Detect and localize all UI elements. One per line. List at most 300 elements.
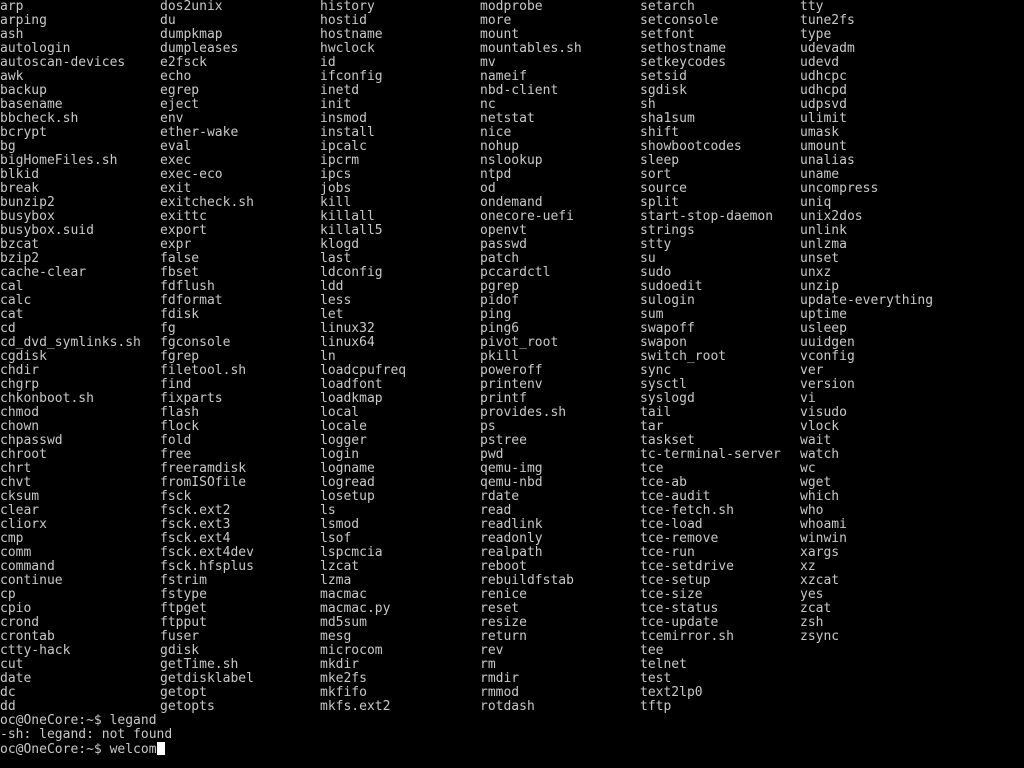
command-entry: pivot_root (480, 335, 559, 350)
command-entry: onecore-uefi (480, 209, 574, 224)
command-entry: fstrim (160, 573, 207, 588)
text-cursor (157, 742, 165, 755)
command-entry: break (0, 181, 40, 196)
command-entry: setsid (640, 69, 687, 84)
command-entry: fsck.ext4 (160, 531, 231, 546)
command-entry: poweroff (480, 363, 543, 378)
command-entry: tce (640, 461, 664, 476)
command-entry: setconsole (640, 13, 719, 28)
command-entry: zsync (800, 629, 840, 644)
command-entry: install (320, 125, 375, 140)
command-entry: cd_dvd_symlinks.sh (0, 335, 141, 350)
command-entry: calc (0, 293, 32, 308)
command-entry: dos2unix (160, 0, 223, 14)
command-entry: od (480, 181, 496, 196)
command-entry: linux64 (320, 335, 375, 350)
command-entry: less (320, 293, 352, 308)
command-entry: echo (160, 69, 192, 84)
command-entry: flash (160, 405, 200, 420)
command-entry: eval (160, 139, 192, 154)
shell-prompt: oc@OneCore:~$ (0, 713, 102, 728)
command-entry: test (640, 671, 672, 686)
command-entry: lsmod (320, 517, 360, 532)
command-entry: lzcat (320, 559, 360, 574)
command-entry: autologin (0, 41, 71, 56)
command-entry: readonly (480, 531, 543, 546)
command-entry: flock (160, 419, 200, 434)
command-entry: local (320, 405, 360, 420)
command-entry: tee (640, 643, 664, 658)
command-entry: inetd (320, 83, 360, 98)
command-entry: exec (160, 153, 192, 168)
command-entry: tce-load (640, 517, 703, 532)
command-entry: ps (480, 419, 496, 434)
command-entry: sysctl (640, 377, 687, 392)
command-entry: mv (480, 55, 496, 70)
command-entry: source (640, 181, 687, 196)
command-entry: free (160, 447, 192, 462)
command-entry: passwd (480, 237, 527, 252)
command-entry: xargs (800, 545, 840, 560)
command-entry: realpath (480, 545, 543, 560)
command-entry: ftpput (160, 615, 207, 630)
command-entry: ping (480, 307, 512, 322)
command-entry: ping6 (480, 321, 520, 336)
command-entry: fgrep (160, 349, 200, 364)
command-entry: unlzma (800, 237, 847, 252)
command-entry: tce-setdrive (640, 559, 734, 574)
command-entry: filetool.sh (160, 363, 247, 378)
command-entry: cmp (0, 531, 24, 546)
command-entry: sgdisk (640, 83, 687, 98)
command-entry: chkonboot.sh (0, 391, 94, 406)
command-entry: sulogin (640, 293, 695, 308)
command-entry: cp (0, 587, 16, 602)
command-entry: cd (0, 321, 16, 336)
command-entry: sudo (640, 265, 672, 280)
command-entry: let (320, 307, 344, 322)
command-entry: jobs (320, 181, 352, 196)
command-entry: nice (480, 125, 512, 140)
command-entry: pidof (480, 293, 520, 308)
command-entry: hostid (320, 13, 367, 28)
command-entry: fstype (160, 587, 207, 602)
command-entry: udevd (800, 55, 840, 70)
error-output-line (0, 728, 172, 742)
command-entry: setfont (640, 27, 695, 42)
command-entry: reset (480, 601, 520, 616)
command-entry: tce-ab (640, 475, 687, 490)
command-entry: fg (160, 321, 176, 336)
command-entry: ipcalc (320, 139, 367, 154)
command-entry: tftp (640, 699, 672, 714)
command-entry: ifconfig (320, 69, 383, 84)
command-entry: logread (320, 475, 375, 490)
command-entry: unlink (800, 223, 847, 238)
command-entry: busybox.suid (0, 223, 94, 238)
command-entry: rmdir (480, 671, 520, 686)
command-entry: vlock (800, 419, 840, 434)
command-entry: comm (0, 545, 32, 560)
command-entry: pccardctl (480, 265, 551, 280)
command-entry: cliorx (0, 517, 47, 532)
command-entry: chvt (0, 475, 32, 490)
command-entry: split (640, 195, 680, 210)
command-entry: winwin (800, 531, 847, 546)
command-entry: wc (800, 461, 816, 476)
command-entry: nslookup (480, 153, 543, 168)
command-entry: udpsvd (800, 97, 847, 112)
command-entry: tcemirror.sh (640, 629, 734, 644)
command-entry: switch_root (640, 349, 727, 364)
command-entry: fdformat (160, 293, 223, 308)
command-entry: zcat (800, 601, 832, 616)
command-entry: pgrep (480, 279, 520, 294)
command-entry: ipcrm (320, 153, 360, 168)
command-entry: resize (480, 615, 527, 630)
command-entry: ftpget (160, 601, 207, 616)
command-entry: macmac (320, 587, 367, 602)
command-entry: backup (0, 83, 47, 98)
command-entry: umask (800, 125, 840, 140)
command-entry: cgdisk (0, 349, 47, 364)
command-entry: logname (320, 461, 375, 476)
command-entry: tce-size (640, 587, 703, 602)
command-entry: visudo (800, 405, 847, 420)
command-entry: mkfifo (320, 685, 367, 700)
command-entry: text2lp0 (640, 685, 703, 700)
command-entry: find (160, 377, 192, 392)
command-entry: pwd (480, 447, 504, 462)
command-entry: eject (160, 97, 200, 112)
error-message: -sh: legand: not found (0, 727, 173, 742)
command-entry: arping (0, 13, 47, 28)
command-entry: sudoedit (640, 279, 703, 294)
command-entry: qemu-nbd (480, 475, 543, 490)
command-entry: strings (640, 223, 695, 238)
command-entry: bzcat (0, 237, 40, 252)
command-entry: uname (800, 167, 840, 182)
command-entry: setarch (640, 0, 695, 14)
command-entry: telnet (640, 657, 687, 672)
command-entry: shift (640, 125, 680, 140)
command-entry: ash (0, 27, 24, 42)
command-entry: fsck (160, 489, 192, 504)
command-entry: ntpd (480, 167, 512, 182)
command-entry: bunzip2 (0, 195, 55, 210)
command-entry: nameif (480, 69, 527, 84)
command-entry: xz (800, 559, 816, 574)
command-entry: stty (640, 237, 672, 252)
command-entry: killall (320, 209, 375, 224)
command-entry: dumpleases (160, 41, 239, 56)
command-entry: bg (0, 139, 16, 154)
command-entry: fold (160, 433, 192, 448)
command-entry: sort (640, 167, 672, 182)
command-entry: exitcheck.sh (160, 195, 254, 210)
command-entry: exittc (160, 209, 207, 224)
command-entry: udevadm (800, 41, 855, 56)
command-entry: cal (0, 279, 24, 294)
command-entry: losetup (320, 489, 375, 504)
command-entry: chdir (0, 363, 40, 378)
command-entry: read (480, 503, 512, 518)
command-entry: nohup (480, 139, 520, 154)
command-entry: blkid (0, 167, 40, 182)
command-entry: modprobe (480, 0, 543, 14)
command-entry: openvt (480, 223, 527, 238)
command-entry: whoami (800, 517, 847, 532)
command-entry: qemu-img (480, 461, 543, 476)
command-entry: bcrypt (0, 125, 47, 140)
command-entry: swapon (640, 335, 687, 350)
command-entry: fuser (160, 629, 200, 644)
command-entry: cksum (0, 489, 40, 504)
command-entry: sleep (640, 153, 680, 168)
command-entry: uptime (800, 307, 847, 322)
command-entry: fsck.ext2 (160, 503, 231, 518)
command-entry: fromISOfile (160, 475, 247, 490)
command-entry: ln (320, 349, 336, 364)
command-entry: fsck.hfsplus (160, 559, 254, 574)
command-entry: mountables.sh (480, 41, 582, 56)
command-entry: patch (480, 251, 520, 266)
command-entry: wait (800, 433, 832, 448)
command-entry: su (640, 251, 656, 266)
command-entry: logger (320, 433, 367, 448)
command-entry: cache-clear (0, 265, 87, 280)
command-entry: vi (800, 391, 816, 406)
command-entry: sync (640, 363, 672, 378)
command-entry: pkill (480, 349, 520, 364)
command-entry: kill (320, 195, 352, 210)
command-entry: sha1sum (640, 111, 695, 126)
command-entry: hwclock (320, 41, 375, 56)
command-entry: insmod (320, 111, 367, 126)
command-entry: cat (0, 307, 24, 322)
prompt-line-current[interactable] (0, 742, 165, 756)
command-entry: tune2fs (800, 13, 855, 28)
command-entry: showbootcodes (640, 139, 742, 154)
command-entry: pstree (480, 433, 527, 448)
command-entry: killall5 (320, 223, 383, 238)
command-entry: tce-status (640, 601, 719, 616)
command-entry: busybox (0, 209, 55, 224)
command-entry: tce-audit (640, 489, 711, 504)
command-entry: ctty-hack (0, 643, 71, 658)
command-entry: freeramdisk (160, 461, 247, 476)
command-entry: login (320, 447, 360, 462)
command-entry: getTime.sh (160, 657, 239, 672)
command-entry: mount (480, 27, 520, 42)
command-entry: tc-terminal-server (640, 447, 781, 462)
command-entry: usleep (800, 321, 847, 336)
command-entry: update-everything (800, 293, 934, 308)
command-entry: clear (0, 503, 40, 518)
command-entry: wget (800, 475, 832, 490)
command-entry: lsof (320, 531, 352, 546)
command-entry: chmod (0, 405, 40, 420)
command-entry: who (800, 503, 824, 518)
command-entry: tce-fetch.sh (640, 503, 734, 518)
command-entry: basename (0, 97, 63, 112)
command-entry: tce-run (640, 545, 695, 560)
command-entry: loadcpufreq (320, 363, 407, 378)
command-entry: mesg (320, 629, 352, 644)
command-entry: arp (0, 0, 24, 14)
command-entry: loadkmap (320, 391, 383, 406)
command-entry: unix2dos (800, 209, 863, 224)
command-entry: export (160, 223, 207, 238)
command-entry: false (160, 251, 200, 266)
command-entry: cpio (0, 601, 32, 616)
command-entry: gdisk (160, 643, 200, 658)
command-entry: md5sum (320, 615, 367, 630)
command-entry: du (160, 13, 176, 28)
command-entry: tce-update (640, 615, 719, 630)
command-entry: e2fsck (160, 55, 207, 70)
command-entry: zsh (800, 615, 824, 630)
command-entry: bbcheck.sh (0, 111, 79, 126)
command-entry: taskset (640, 433, 695, 448)
command-entry: fsck.ext3 (160, 517, 231, 532)
command-entry: init (320, 97, 352, 112)
command-entry: ondemand (480, 195, 543, 210)
command-entry: vconfig (800, 349, 855, 364)
command-entry: date (0, 671, 32, 686)
command-entry: env (160, 111, 184, 126)
command-entry: xzcat (800, 573, 840, 588)
command-entry: unalias (800, 153, 855, 168)
command-entry: udhcpd (800, 83, 847, 98)
command-entry: which (800, 489, 840, 504)
command-entry: unzip (800, 279, 840, 294)
command-entry: yes (800, 587, 824, 602)
command-entry: autoscan-devices (0, 55, 126, 70)
command-entry: udhcpc (800, 69, 847, 84)
command-entry: awk (0, 69, 24, 84)
command-entry: rmmod (480, 685, 520, 700)
command-entry: tce-remove (640, 531, 719, 546)
command-entry: klogd (320, 237, 360, 252)
command-entry: ls (320, 503, 336, 518)
command-entry: ipcs (320, 167, 352, 182)
command-entry: more (480, 13, 512, 28)
command-entry: mke2fs (320, 671, 367, 686)
command-entry: lzma (320, 573, 352, 588)
command-entry: loadfont (320, 377, 383, 392)
command-entry: crond (0, 615, 40, 630)
command-input[interactable]: welcom (109, 742, 157, 757)
command-entry: netstat (480, 111, 535, 126)
command-entry: mkdir (320, 657, 360, 672)
command-entry: unxz (800, 265, 832, 280)
command-entry: type (800, 27, 832, 42)
command-entry: linux32 (320, 321, 375, 336)
command-entry: uuidgen (800, 335, 855, 350)
command-entry: ldconfig (320, 265, 383, 280)
command-entry: tty (800, 0, 824, 14)
command-entry: fbset (160, 265, 200, 280)
command-entry: crontab (0, 629, 55, 644)
command-entry: fdflush (160, 279, 215, 294)
typed-command: legand (109, 713, 157, 728)
command-entry: renice (480, 587, 527, 602)
command-entry: bigHomeFiles.sh (0, 153, 118, 168)
command-entry: uncompress (800, 181, 879, 196)
command-entry: dumpkmap (160, 27, 223, 42)
command-entry: watch (800, 447, 840, 462)
command-entry: fdisk (160, 307, 200, 322)
command-entry: exit (160, 181, 192, 196)
command-entry: macmac.py (320, 601, 391, 616)
command-entry: ulimit (800, 111, 847, 126)
command-entry: unset (800, 251, 840, 266)
command-entry: fgconsole (160, 335, 231, 350)
command-entry: continue (0, 573, 63, 588)
command-entry: reboot (480, 559, 527, 574)
command-entry: nbd-client (480, 83, 559, 98)
command-entry: printf (480, 391, 527, 406)
shell-prompt: oc@OneCore:~$ (0, 742, 102, 757)
command-entry: rotdash (480, 699, 535, 714)
command-entry: ver (800, 363, 824, 378)
command-entry: dd (0, 699, 16, 714)
command-entry: swapoff (640, 321, 695, 336)
command-entry: chown (0, 419, 40, 434)
command-entry: rev (480, 643, 504, 658)
command-entry: rdate (480, 489, 520, 504)
command-entry: history (320, 0, 375, 14)
command-entry: tail (640, 405, 672, 420)
command-entry: fixparts (160, 391, 223, 406)
command-entry: id (320, 55, 336, 70)
command-entry: getopt (160, 685, 207, 700)
command-entry: version (800, 377, 855, 392)
command-entry: locale (320, 419, 367, 434)
command-entry: lspcmcia (320, 545, 383, 560)
command-entry: hostname (320, 27, 383, 42)
command-entry: tar (640, 419, 664, 434)
command-entry: command (0, 559, 55, 574)
command-entry: rm (480, 657, 496, 672)
command-entry: exec-eco (160, 167, 223, 182)
command-entry: microcom (320, 643, 383, 658)
command-entry: mkfs.ext2 (320, 699, 391, 714)
command-entry: chpasswd (0, 433, 63, 448)
command-entry: getdisklabel (160, 671, 254, 686)
command-entry: tce-setup (640, 573, 711, 588)
command-entry: rebuildfstab (480, 573, 574, 588)
prompt-line-1 (0, 714, 157, 728)
command-entry: setkeycodes (640, 55, 727, 70)
command-entry: last (320, 251, 352, 266)
command-entry: uniq (800, 195, 832, 210)
command-entry: return (480, 629, 527, 644)
command-entry: egrep (160, 83, 200, 98)
command-entry: printenv (480, 377, 543, 392)
command-entry: chgrp (0, 377, 40, 392)
command-entry: sh (640, 97, 656, 112)
command-entry: start-stop-daemon (640, 209, 774, 224)
command-entry: chroot (0, 447, 47, 462)
command-entry: nc (480, 97, 496, 112)
command-entry: ether-wake (160, 125, 239, 140)
command-entry: fsck.ext4dev (160, 545, 254, 560)
command-entry: expr (160, 237, 192, 252)
command-entry: dc (0, 685, 16, 700)
command-entry: syslogd (640, 391, 695, 406)
